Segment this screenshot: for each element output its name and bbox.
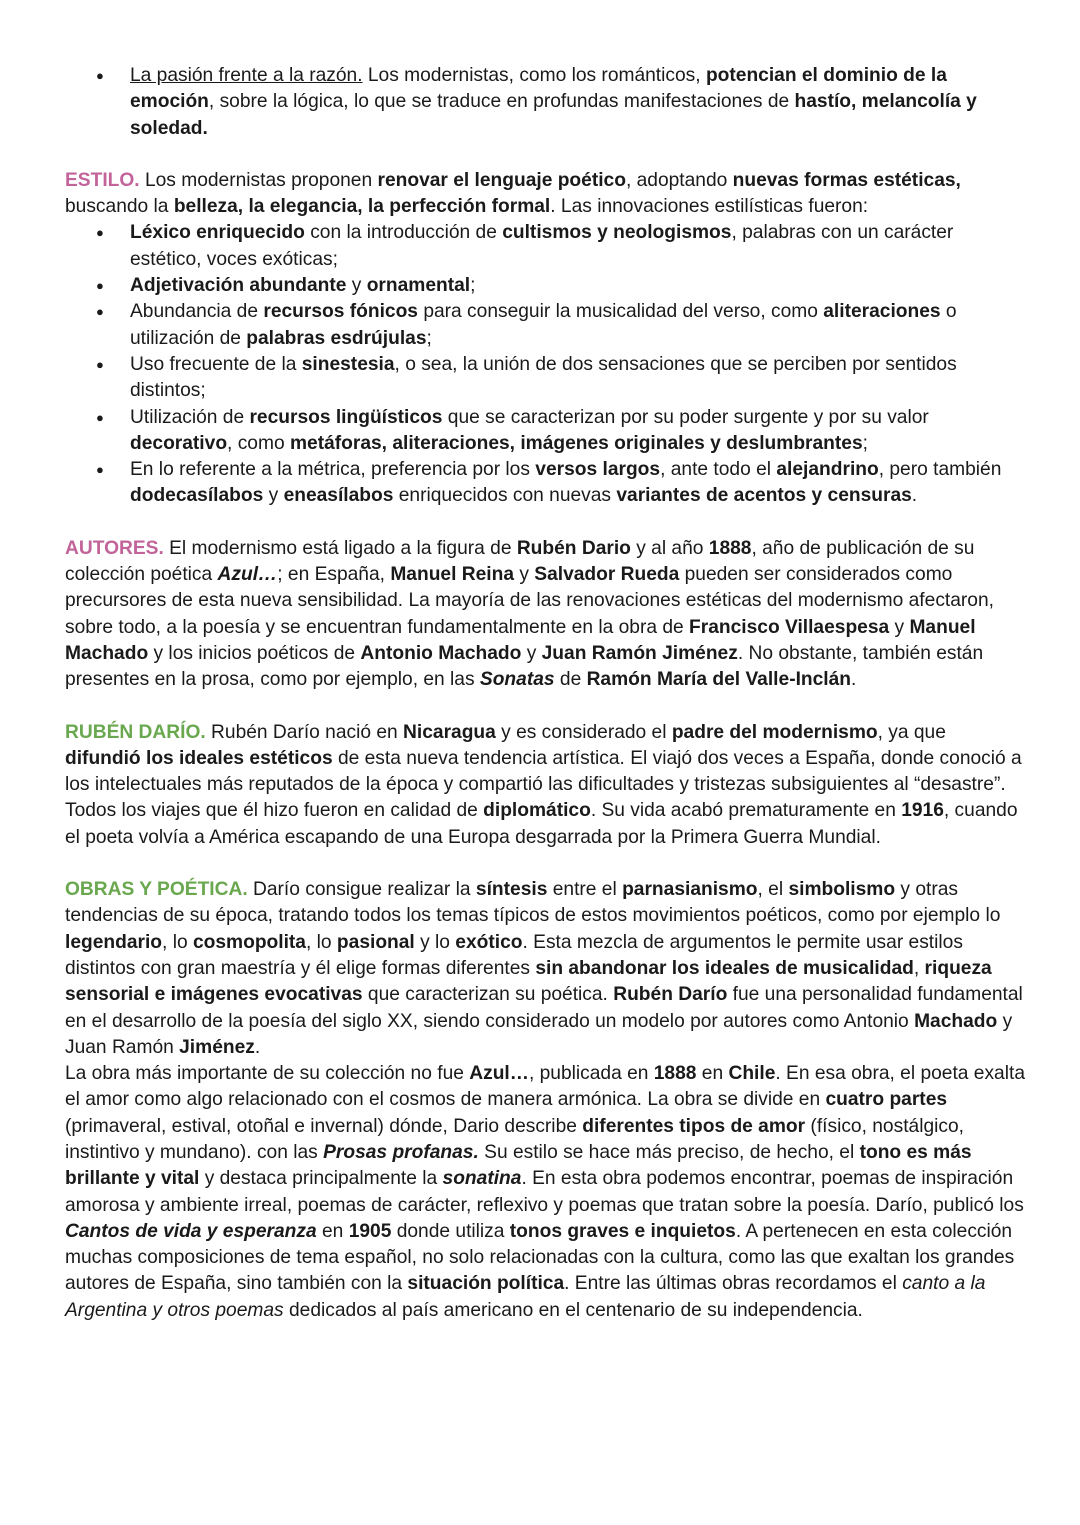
text-run: Adjetivación abundante: [130, 275, 347, 297]
text-run: versos largos: [535, 459, 661, 481]
text-run: buscando la: [65, 196, 174, 218]
text-run: ornamental: [366, 275, 471, 297]
text-run: síntesis: [475, 879, 548, 901]
text-run: Abundancia de: [130, 301, 264, 323]
text-run: recursos fónicos: [263, 301, 418, 323]
text-run: , adoptando: [625, 169, 733, 191]
text-run: diplomático: [483, 800, 591, 822]
text-run: riqueza sensorial e imágenes evocativas: [65, 957, 992, 1006]
text-run: Los modernistas, como los románticos,: [362, 65, 706, 86]
text-run: Manuel Machado: [65, 616, 976, 664]
text-run: Azul…: [469, 1063, 529, 1085]
text-run: sinestesia: [301, 353, 395, 375]
text-run: hastío, melancolía y soledad.: [130, 91, 977, 139]
text-run: , como: [227, 432, 290, 454]
text-run: fue una personalidad fundamental en el desarrollo de la poesía del siglo XX, siendo considerado un modelo por autores como Antonio: [65, 984, 1023, 1032]
text-run: y: [521, 642, 542, 664]
text-run: pasional: [336, 931, 415, 953]
text-run: Rubén Darío nació en: [205, 721, 404, 743]
text-run: palabras esdrújulas: [246, 327, 427, 349]
text-run: Chile: [728, 1063, 776, 1085]
text-run: , o sea, la unión de dos sensaciones que se perciben por sentidos distintos;: [130, 353, 957, 402]
text-run: y: [263, 485, 284, 507]
text-run: diferentes tipos de amor: [582, 1115, 806, 1137]
text-run: Salvador Rueda: [534, 564, 680, 586]
ruben-paragraph: [65, 720, 1025, 851]
list-item: [130, 352, 1025, 405]
text-run: Rubén Darío: [613, 984, 728, 1006]
text-run: . Esta mezcla de argumentos le permite usar estilos distintos con gran maestría y él elige formas diferentes: [65, 931, 963, 979]
text-run: con la introducción de: [304, 222, 503, 244]
text-run: cultismos y neologismos: [502, 222, 732, 244]
text-run: cosmopolita: [192, 931, 306, 953]
text-run: legendario: [65, 931, 163, 953]
text-run: recursos lingüísticos: [249, 406, 443, 428]
list-item: [130, 63, 1025, 142]
text-run: y Juan Ramón: [65, 1010, 1013, 1058]
text-run: y: [889, 616, 910, 638]
text-run: Machado: [914, 1010, 998, 1032]
text-run: Francisco Villaespesa: [689, 616, 890, 638]
text-run: , año de publicación de su colección poética: [65, 537, 975, 586]
text-run: El modernismo está ligado a la figura de: [163, 537, 517, 559]
text-run: , palabras con un carácter estético, voces exóticas;: [130, 222, 954, 270]
text-run: Ramón María del Valle-Inclán: [586, 669, 852, 691]
text-run: Azul…: [217, 564, 278, 586]
text-run: padre del modernismo: [671, 721, 878, 743]
text-run: 1905: [348, 1220, 392, 1242]
text-run: dodecasílabos: [130, 485, 264, 507]
section-heading-ruben: RUBÉN DARÍO.: [65, 721, 206, 743]
text-run: que caracterizan su poética.: [362, 984, 614, 1006]
text-run: . No obstante, también están presentes en la prosa, como por ejemplo, en las: [65, 642, 984, 691]
estilo-intro: [65, 170, 961, 217]
autores-body: [65, 538, 994, 690]
text-run: y los inicios poéticos de: [148, 642, 361, 664]
text-run: . Entre las últimas obras recordamos el: [564, 1273, 903, 1295]
text-run: que se caracterizan por su poder surgente y por su valor: [442, 406, 929, 428]
text-run: Juan Ramón Jiménez: [541, 642, 738, 664]
text-run: o utilización de: [130, 301, 957, 349]
text-run: y: [346, 275, 367, 297]
text-run: .: [254, 1036, 261, 1058]
text-run: , pero también: [878, 459, 1002, 481]
bullet-text: [130, 459, 1001, 506]
text-run: . Su vida acabó prematuramente en: [590, 800, 902, 822]
text-run: y otras tendencias de su época, tratando todos los temas típicos de estos movimientos poéticos, como por ejemplo lo: [65, 879, 1001, 927]
text-run: Prosas profanas.: [323, 1141, 479, 1163]
text-run: , lo: [162, 931, 193, 953]
text-run: ;: [470, 275, 476, 297]
text-run: . En esta obra podemos encontrar, poemas de inspiración amorosa y ambiente irreal, poemas de carácter, reflexivo y poemas que tratan sobre la poesía. Darío, publicó los: [65, 1168, 1024, 1216]
text-run: para conseguir la musicalidad del verso, como: [417, 301, 824, 323]
text-run: parnasianismo: [622, 879, 758, 901]
text-run: .: [851, 669, 857, 691]
text-run: Nicaragua: [403, 721, 496, 743]
text-run: , el: [757, 879, 789, 901]
text-run: belleza, la elegancia, la perfección formal: [173, 196, 551, 218]
text-run: ,: [913, 957, 925, 979]
text-run: , lo: [305, 931, 337, 953]
text-run: simbolismo: [788, 879, 896, 901]
text-run: Utilización de: [130, 406, 250, 428]
text-run: , cuando el poeta volvía a América escapando de una Europa desgarrada por la Primera Guerra Mundial.: [65, 800, 1018, 848]
text-run: . En esa obra, el poeta exalta el amor como algo relacionado con el cosmos de manera armónica. La obra se divide en: [65, 1063, 1025, 1111]
ruben-body: [65, 722, 1022, 848]
text-run: de: [554, 669, 587, 691]
text-run: En lo referente a la métrica, preferencia por los: [130, 459, 536, 481]
text-run: metáforas, aliteraciones, imágenes originales y deslumbrantes: [289, 432, 863, 454]
bullet-text: [130, 407, 929, 454]
text-run: alejandrino: [776, 459, 879, 481]
text-run: Los modernistas proponen: [139, 169, 378, 191]
text-run: variantes de acentos y censuras: [616, 485, 912, 507]
text-run: Su estilo se hace más preciso, de hecho, el: [478, 1141, 860, 1163]
text-run: La pasión frente a la razón.: [130, 65, 363, 86]
list-item: [130, 405, 1025, 458]
text-run: donde utiliza: [391, 1220, 510, 1242]
text-run: situación política: [407, 1273, 565, 1295]
text-run: dedicados al país americano en el centenario de su independencia.: [283, 1299, 863, 1321]
text-run: , ya que: [877, 721, 946, 743]
text-run: La obra más importante de su colección no fue: [65, 1063, 470, 1085]
text-run: ;: [862, 432, 868, 454]
section-heading-estilo: ESTILO.: [65, 169, 140, 191]
bullet-text: [130, 65, 977, 139]
text-run: y: [514, 564, 535, 586]
obras-body: [65, 879, 1023, 1058]
text-run: Uso frecuente de la: [130, 353, 302, 375]
text-run: Jiménez: [179, 1036, 255, 1058]
obras-paragraph: [65, 877, 1025, 1061]
text-run: sin abandonar los ideales de musicalidad: [535, 957, 914, 979]
bullet-text: [130, 222, 953, 269]
text-run: enriquecidos con nuevas: [393, 485, 617, 507]
text-run: 1916: [901, 800, 944, 822]
text-run: Antonio Machado: [360, 642, 522, 664]
text-run: en: [316, 1220, 349, 1242]
text-run: .: [911, 485, 918, 507]
text-run: Sonatas: [479, 669, 555, 691]
text-run: exótico: [455, 931, 523, 953]
text-run: , sobre la lógica, lo que se traduce en profundas manifestaciones de: [208, 91, 795, 113]
text-run: aliteraciones: [823, 301, 941, 323]
text-run: tonos graves e inquietos: [509, 1220, 736, 1242]
obras-body-2: [65, 1063, 1025, 1321]
text-run: , ante todo el: [660, 459, 777, 481]
bullet-text: [130, 301, 957, 348]
text-run: Manuel Reina: [390, 564, 514, 586]
text-run: decorativo: [130, 432, 228, 454]
bullet-text: [130, 354, 957, 401]
text-run: . A pertenecen en esta colección muchas composiciones de tema español, no solo relacionadas con la cultura, como las que exaltan los grandes autores de España, sino también con la: [65, 1220, 1015, 1295]
section-heading-autores: AUTORES.: [65, 537, 164, 559]
text-run: nuevas formas estéticas,: [732, 169, 961, 191]
section-heading-obras: OBRAS Y POÉTICA.: [65, 879, 248, 901]
text-run: eneasílabos: [283, 485, 394, 507]
text-run: (físico, nostálgico, instintivo y mundano). con las: [65, 1115, 964, 1163]
obras-paragraph-2: [65, 1061, 1025, 1324]
estilo-paragraph: [65, 168, 1025, 221]
text-run: Rubén Dario: [516, 537, 631, 559]
text-run: potencian el dominio de la emoción: [130, 65, 947, 113]
text-run: ; en España,: [277, 564, 391, 586]
text-run: renovar el lenguaje poético: [377, 169, 626, 191]
text-run: y es considerado el: [495, 721, 672, 743]
list-item: [130, 273, 1025, 299]
bullet-text: [130, 275, 475, 296]
text-run: Darío consigue realizar la: [247, 879, 476, 901]
text-run: entre el: [547, 879, 623, 901]
text-run: , publicada en: [528, 1063, 654, 1085]
text-run: sonatina: [442, 1168, 522, 1190]
text-run: difundió los ideales estéticos: [65, 747, 333, 769]
text-run: de esta nueva tendencia artística. El viajó dos veces a España, donde conoció a los intelectuales más reputados de la época y compartió las dificultades y tristezas subsiguientes al “desastre”. Todos los viajes que él hizo fueron en calidad de: [65, 747, 1022, 822]
text-run: tono es más brillante y vital: [65, 1141, 972, 1190]
list-item: [130, 220, 1025, 273]
list-item: [130, 299, 1025, 352]
intro-list: [65, 63, 1025, 142]
text-run: ;: [426, 327, 432, 349]
text-run: canto a la Argentina y otros poemas: [65, 1273, 986, 1321]
document-page: [65, 63, 1025, 1324]
autores-paragraph: [65, 536, 1025, 694]
text-run: . Las innovaciones estilísticas fueron:: [550, 196, 869, 218]
text-run: cuatro partes: [825, 1089, 948, 1111]
text-run: Léxico enriquecido: [130, 222, 305, 244]
text-run: pueden ser considerados como precursores de esta nueva sensibilidad. La mayoría de las renovaciones estéticas del modernismo afectaron, sobre todo, a la poesía y se encuentran fundamentalmente en la obra de: [65, 564, 994, 638]
text-run: 1888: [708, 537, 752, 559]
list-item: [130, 457, 1025, 510]
text-run: y lo: [414, 931, 456, 953]
text-run: Cantos de vida y esperanza: [65, 1220, 317, 1242]
text-run: (primaveral, estival, otoñal e invernal) dónde, Dario describe: [65, 1115, 583, 1137]
text-run: 1888: [653, 1063, 697, 1085]
text-run: y destaca principalmente la: [199, 1168, 443, 1190]
text-run: en: [696, 1063, 729, 1085]
text-run: y al año: [630, 537, 709, 559]
estilo-list: [65, 220, 1025, 509]
